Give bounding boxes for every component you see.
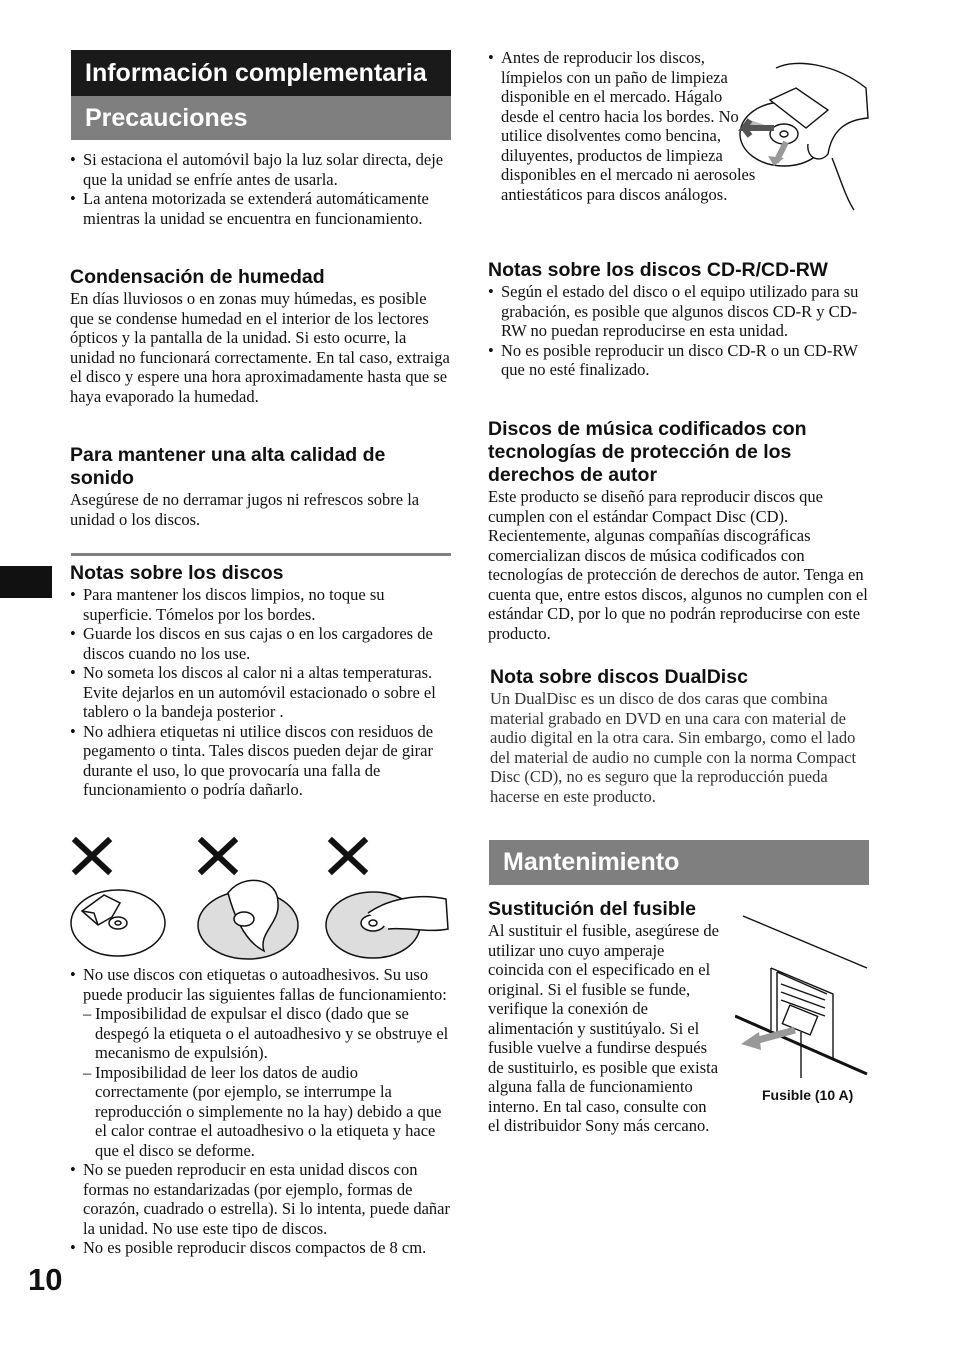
list-item: • No es posible reproducir un disco CD-R o un CD-RW que no esté finalizado. <box>488 341 868 380</box>
fuse-body: Al sustituir el fusible, asegúrese de utilizar uno cuyo amperaje coincida con el especificado en el original. Si el fusible se funde, verifique la conexión de alimentación y sustitúyalo. Si el fusible vuelve a fundirse después de sustituirlo, es posible que exista alguna falla de funcionamiento interno. En tal caso, consulte con el distribuidor Sony más cercano. <box>488 921 719 1135</box>
fuse-location-icon <box>735 908 870 1078</box>
list-item: – Imposibilidad de leer los datos de audio correctamente (por ejemplo, se interrumpe la reproducción o simplemente no la hay) debido a que el calor contrae el autoadhesivo o la etiqueta y hace que el disco se deforme. <box>83 1063 450 1161</box>
copyright-body: Este producto se diseñó para reproducir discos que cumplen con el estándar Compact Disc (CD). Recientemente, algunas compañías discográficas comercializan discos de música codificados con tecnologías de protección de derechos de autor. Tenga en cuenta que, entre estos discos, algunos no cumplen con el estándar CD, por lo que no podrán reproducirse con este producto. <box>488 487 868 643</box>
list-item: • La antena motorizada se extenderá automáticamente mientras la unidad se encuentra en funcionamiento. <box>70 189 450 228</box>
cleaning-bullets <box>488 48 758 204</box>
page-number: 10 <box>28 1262 63 1297</box>
intro-bullets <box>70 150 450 228</box>
list-item: • Según el estado del disco o el equipo utilizado para su grabación, es posible que algunos discos CD-R y CD-RW no puedan reproducirse en esta unidad. <box>488 282 868 341</box>
disc-warning-illustrations <box>68 833 458 963</box>
sound-quality-heading: Para mantener una alta calidad de sonido <box>70 444 386 489</box>
condensation-section <box>70 266 450 406</box>
cleaning-section <box>488 48 758 204</box>
section-title: Información complementaria <box>85 58 427 87</box>
sound-quality-section <box>70 444 450 529</box>
disc-notes-bullets <box>70 585 450 800</box>
prohibited-icon <box>76 841 364 871</box>
sticker-bullets <box>70 965 450 1258</box>
cleaning-illustration <box>736 58 871 214</box>
section-divider <box>71 553 451 556</box>
copyright-heading: Discos de música codificados con tecnologías de protección de los derechos de autor <box>488 418 807 486</box>
disc-notes-section <box>70 562 450 800</box>
section-banner <box>71 50 451 96</box>
sound-quality-body: Asegúrese de no derramar jugos ni refrescos sobre la unidad o los discos. <box>70 490 420 529</box>
fuse-heading: Sustitución del fusible <box>488 898 697 920</box>
sticker-section <box>70 965 450 1258</box>
disc-notes-heading: Notas sobre los discos <box>70 562 284 584</box>
fuse-caption: Fusible (10 A) <box>762 1087 854 1103</box>
dualdisc-section <box>490 666 868 806</box>
dualdisc-body: Un DualDisc es un disco de dos caras que combina material grabado en DVD en una cara con material de audio digital en la otra cara. Sin embargo, como el lado del material de audio no cumple con la norma Compact Disc (CD), no es seguro que la reproducción pueda hacerse en este producto. <box>490 689 857 806</box>
intro-section <box>70 150 450 228</box>
sticker-bullet-text: No use discos con etiquetas o autoadhesivos. Su uso puede producir las siguientes fallas de funcionamiento: <box>83 965 447 1004</box>
subsection-banner <box>71 96 451 140</box>
list-item: • No someta los discos al calor ni a altas temperaturas. Evite dejarlos en un automóvil estacionado o sobre el tablero o la bandeja posterior . <box>70 663 450 722</box>
list-item: • Si estaciona el automóvil bajo la luz solar directa, deje que la unidad se enfríe antes de usarla. <box>70 150 450 189</box>
chapter-tab <box>0 566 52 598</box>
list-item: • No es posible reproducir discos compactos de 8 cm. <box>70 1238 450 1258</box>
copyright-section <box>488 418 868 643</box>
list-item: • Para mantener los discos limpios, no toque su superficie. Tómelos por los bordes. <box>70 585 450 624</box>
list-item: – Imposibilidad de expulsar el disco (dado que se despegó la etiqueta o el autoadhesivo y se obstruye el mecanismo de expulsión). <box>83 1004 450 1063</box>
maintenance-banner <box>489 840 869 885</box>
fuse-illustration <box>735 908 870 1078</box>
warped-disc-icon <box>198 880 298 959</box>
disc-residue-icon <box>326 892 448 958</box>
list-item: • Antes de reproducir los discos, límpielos con un paño de limpieza disponible en el mercado. Hágalo desde el centro hacia los bordes. No utilice disolventes como bencina, diluyentes, productos de limpieza disponibles en el mercado ni aerosoles antiestáticos para discos análogos. <box>488 48 758 204</box>
maintenance-title: Mantenimiento <box>503 848 680 876</box>
disc-with-label-icon <box>71 890 165 956</box>
condensation-body: En días lluviosos o en zonas muy húmedas, es posible que se condense humedad en el interior de los lectores ópticos y la pantalla de la unidad. Si esto ocurre, la unidad no funcionará correctamente. En tal caso, extraiga el disco y espere una hora aproximadamente hasta que se haya evaporado la humedad. <box>70 289 450 406</box>
sticker-dashes <box>83 1004 450 1160</box>
list-item <box>70 965 450 1160</box>
subsection-title: Precauciones <box>85 103 248 132</box>
condensation-heading: Condensación de humedad <box>70 266 325 288</box>
cdr-section <box>488 259 868 380</box>
list-item: • No se pueden reproducir en esta unidad discos con formas no estandarizadas (por ejemplo, formas de corazón, cuadrado o estrella). Si lo intenta, puede dañar la unidad. No use este tipo de discos. <box>70 1160 450 1238</box>
list-item: • No adhiera etiquetas ni utilice discos con residuos de pegamento o tinta. Tales discos pueden dejar de girar durante el uso, lo que provocaría una falla de funcionamiento o podría dañarlo. <box>70 722 450 800</box>
fuse-section <box>488 898 720 1136</box>
disc-warning-figure <box>68 833 458 963</box>
dualdisc-heading: Nota sobre discos DualDisc <box>490 666 748 688</box>
cdr-heading: Notas sobre los discos CD-R/CD-RW <box>488 259 828 281</box>
cdr-bullets <box>488 282 868 380</box>
list-item: • Guarde los discos en sus cajas o en los cargadores de discos cuando no los use. <box>70 624 450 663</box>
disc-cleaning-icon <box>736 58 871 214</box>
